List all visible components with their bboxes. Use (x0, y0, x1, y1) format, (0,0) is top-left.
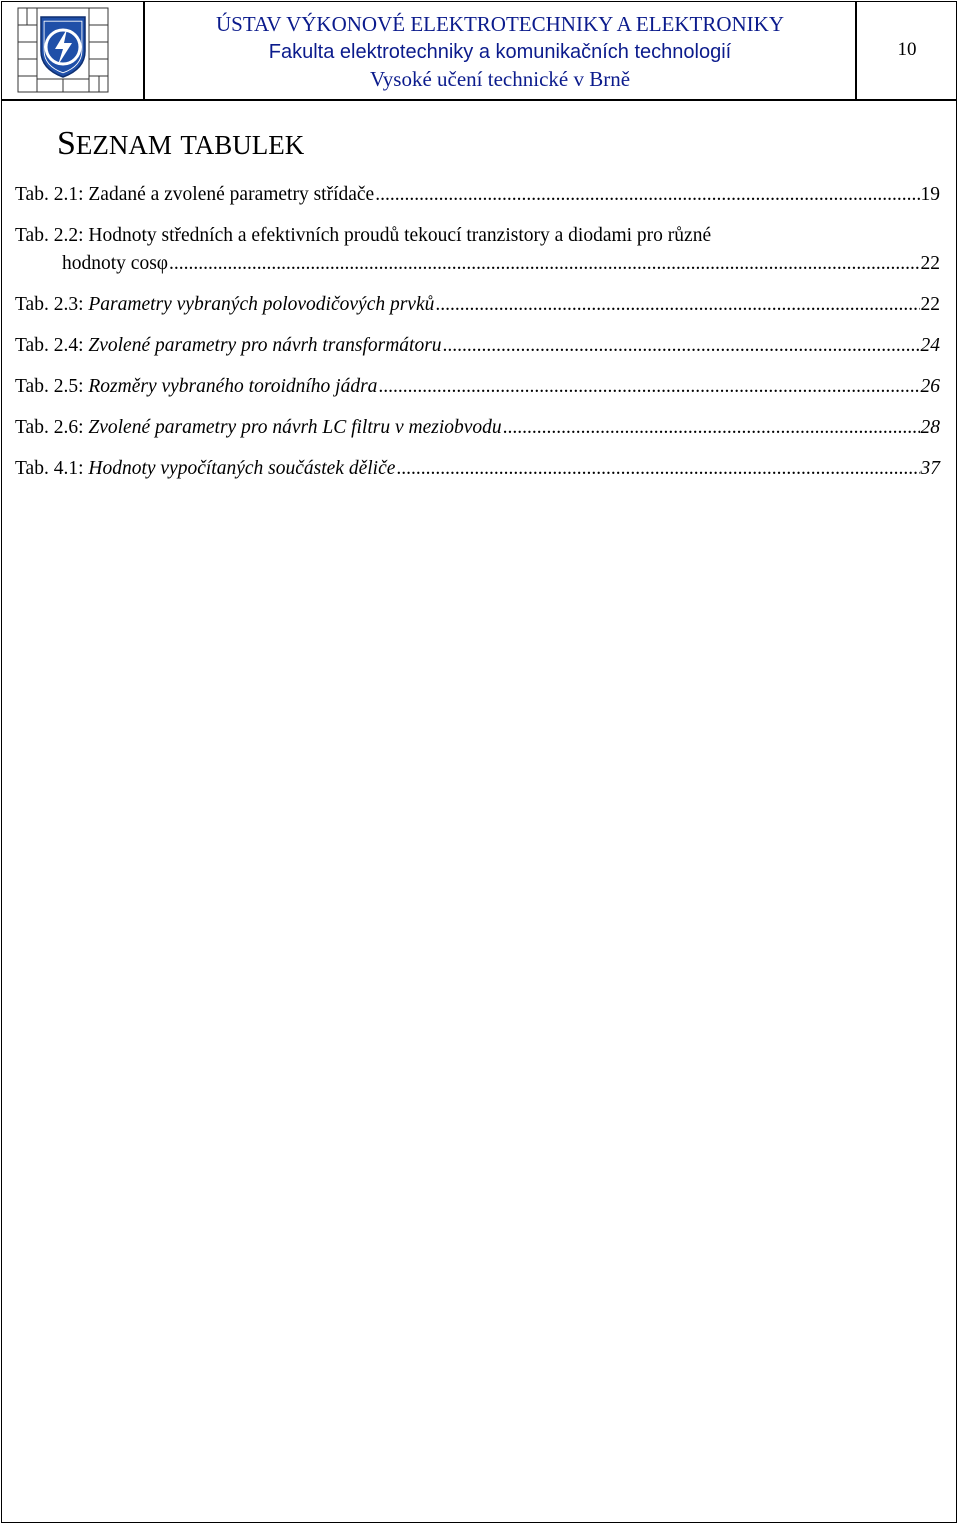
list-item-page: 19 (920, 184, 940, 205)
list-item[interactable] (15, 332, 940, 360)
list-item[interactable] (15, 414, 940, 442)
header-title-cell (145, 1, 857, 99)
dot-leader (396, 455, 919, 483)
list-item-label: Tab. 2.4: Zvolené parametry pro návrh transformátoru (15, 335, 442, 356)
list-item[interactable] (15, 222, 940, 278)
page-header (1, 1, 957, 101)
page-title (57, 124, 304, 165)
list-item-label: Tab. 2.3: Parametry vybraných polovodičových prvků (15, 294, 435, 315)
institute-name: ÚSTAV VÝKONOVÉ ELEKTROTECHNIKY A ELEKTRONIKY (215, 12, 784, 36)
dot-leader (375, 181, 919, 209)
dot-leader (378, 373, 919, 401)
list-item-label: Tab. 2.5: Rozměry vybraného toroidního jádra (15, 376, 378, 397)
list-item-label: Tab. 2.1: Zadané a zvolené parametry střídače (15, 184, 375, 205)
dot-leader (169, 250, 919, 278)
list-item-page: 22 (920, 253, 940, 274)
list-item[interactable] (15, 181, 940, 209)
university-name: Vysoké učení technické v Brně (369, 67, 631, 91)
title-word-2: TABULEK (180, 130, 305, 160)
list-item-label: Tab. 2.2: Hodnoty středních a efektivních proudů tekoucí tranzistory a diodami pro různé (15, 225, 712, 246)
title-word-1-rest: EZNAM (75, 130, 172, 160)
dot-leader (503, 414, 920, 442)
list-item-page: 24 (920, 335, 940, 356)
university-shield-logo-icon (17, 7, 109, 93)
list-item[interactable] (15, 455, 940, 483)
list-item[interactable] (15, 291, 940, 319)
logo-cell (1, 1, 145, 99)
list-item-page: 37 (920, 458, 940, 479)
page-number: 10 (897, 39, 917, 60)
table-list (15, 181, 940, 483)
list-item-page: 26 (920, 376, 940, 397)
list-item-label: Tab. 4.1: Hodnoty vypočítaných součástek děliče (15, 458, 396, 479)
list-item[interactable] (15, 373, 940, 401)
dot-leader (435, 291, 919, 319)
list-item-label: Tab. 2.6: Zvolené parametry pro návrh LC filtru v meziobvodu (15, 417, 502, 438)
list-item-page: 22 (920, 294, 940, 315)
title-first-letter: S (57, 125, 76, 162)
faculty-name: Fakulta elektrotechniky a komunikačních technologií (268, 41, 732, 63)
list-item-label-continued: hodnoty cosφ (62, 253, 169, 274)
dot-leader (443, 332, 920, 360)
list-item-page: 28 (920, 417, 940, 438)
